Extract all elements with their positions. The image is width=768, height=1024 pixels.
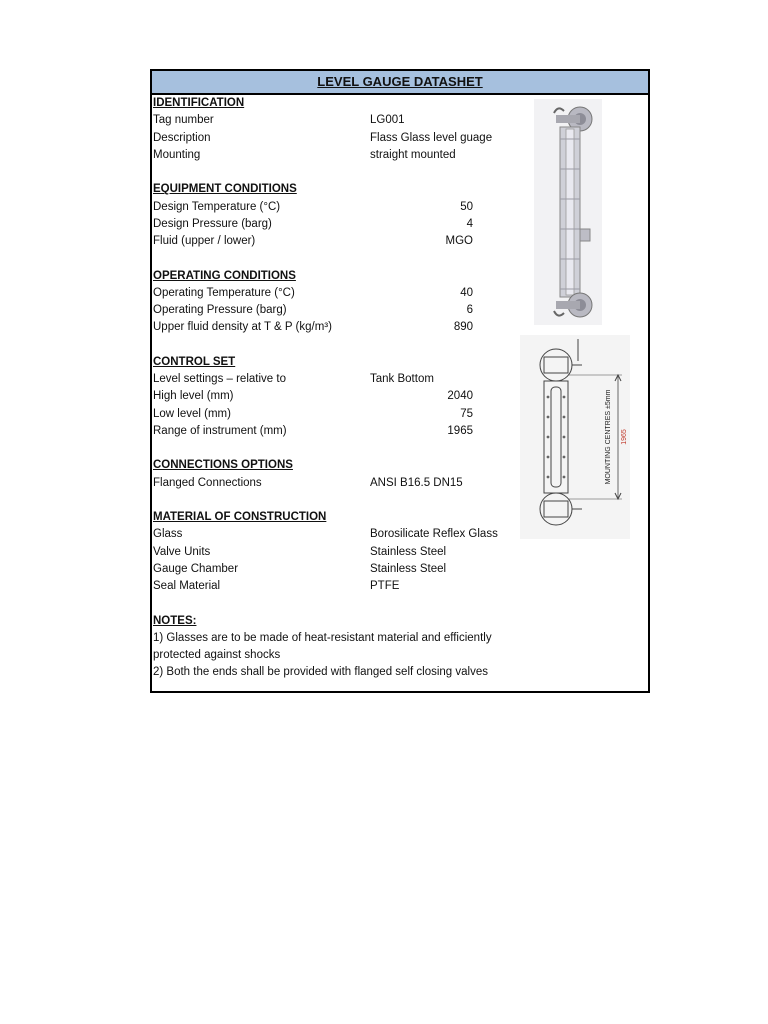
row-label: High level (mm) <box>153 390 234 403</box>
row-value: Flass Glass level guage <box>370 131 493 144</box>
section-heading-text: CONNECTIONS OPTIONS <box>153 459 293 472</box>
row-value: Borosilicate Reflex Glass <box>370 528 498 541</box>
level-gauge-dimension-drawing <box>520 335 630 539</box>
row-value: Stainless Steel <box>370 545 447 558</box>
row-label: Mounting <box>153 148 201 161</box>
row-label: Design Temperature (°C) <box>153 200 281 213</box>
data-row <box>153 302 513 319</box>
row-value: 50 <box>460 200 473 213</box>
section-heading-text: IDENTIFICATION <box>153 97 245 109</box>
data-row <box>153 319 513 336</box>
section-heading-text: EQUIPMENT CONDITIONS <box>153 183 297 196</box>
data-row <box>153 199 513 216</box>
data-row <box>153 130 513 147</box>
row-label: Operating Temperature (°C) <box>153 286 295 299</box>
section-heading-text: CONTROL SET <box>153 355 236 368</box>
row-label: Operating Pressure (barg) <box>153 304 287 316</box>
datasheet <box>150 69 650 693</box>
sheet-title: LEVEL GAUGE DATASHET <box>152 71 648 95</box>
row-value: 1965 <box>447 424 473 437</box>
row-label: Flanged Connections <box>153 476 262 489</box>
note-text: 1) Glasses are to be made of heat-resistant material and efficiently <box>153 631 492 644</box>
row-label: Upper fluid density at T & P (kg/m³) <box>153 321 332 334</box>
row-value: 75 <box>460 407 473 420</box>
row-label: Seal Material <box>153 580 221 592</box>
row-value: Stainless Steel <box>370 562 447 575</box>
data-row <box>153 233 513 250</box>
section-heading-text: OPERATING CONDITIONS <box>153 269 296 282</box>
row-label: Valve Units <box>153 545 211 558</box>
row-value: LG001 <box>370 114 405 127</box>
section-heading-text: MATERIAL OF CONSTRUCTION <box>153 511 327 523</box>
data-row <box>153 371 513 388</box>
row-label: Range of instrument (mm) <box>153 424 287 437</box>
row-label: Level settings – relative to <box>153 373 286 385</box>
level-gauge-photo <box>534 99 602 325</box>
row-value: PTFE <box>370 580 400 592</box>
row-label: Low level (mm) <box>153 407 231 420</box>
row-value: 2040 <box>447 390 473 403</box>
data-row <box>153 406 513 423</box>
data-row <box>153 147 513 164</box>
row-label: Fluid (upper / lower) <box>153 235 256 247</box>
data-row <box>153 475 513 492</box>
row-value: Tank Bottom <box>370 373 434 385</box>
data-row <box>153 561 513 578</box>
data-row <box>153 423 513 440</box>
data-row <box>153 526 513 543</box>
data-row <box>153 285 513 302</box>
data-row <box>153 578 513 595</box>
row-value: ANSI B16.5 DN15 <box>370 476 463 489</box>
row-label: Description <box>153 131 211 144</box>
notes-heading-text: NOTES: <box>153 614 197 627</box>
row-value: 890 <box>453 321 473 334</box>
row-label: Design Pressure (barg) <box>153 217 272 230</box>
row-label: Glass <box>153 528 183 541</box>
note-text: protected against shocks <box>153 649 281 661</box>
row-value: 40 <box>460 286 473 299</box>
data-row <box>153 388 513 405</box>
row-value: straight mounted <box>370 148 456 161</box>
row-value: 4 <box>466 217 473 230</box>
note-text: 2) Both the ends shall be provided with flanged self closing valves <box>153 666 488 679</box>
dimension-value: 1965 <box>621 429 628 445</box>
row-label: Gauge Chamber <box>153 562 239 575</box>
data-row <box>153 544 513 561</box>
data-row <box>153 112 513 129</box>
row-label: Tag number <box>153 114 214 127</box>
row-value: 6 <box>466 304 473 316</box>
dimension-label: MOUNTING CENTRES ±5mm <box>605 389 612 485</box>
row-value: MGO <box>445 235 473 247</box>
data-row <box>153 216 513 233</box>
